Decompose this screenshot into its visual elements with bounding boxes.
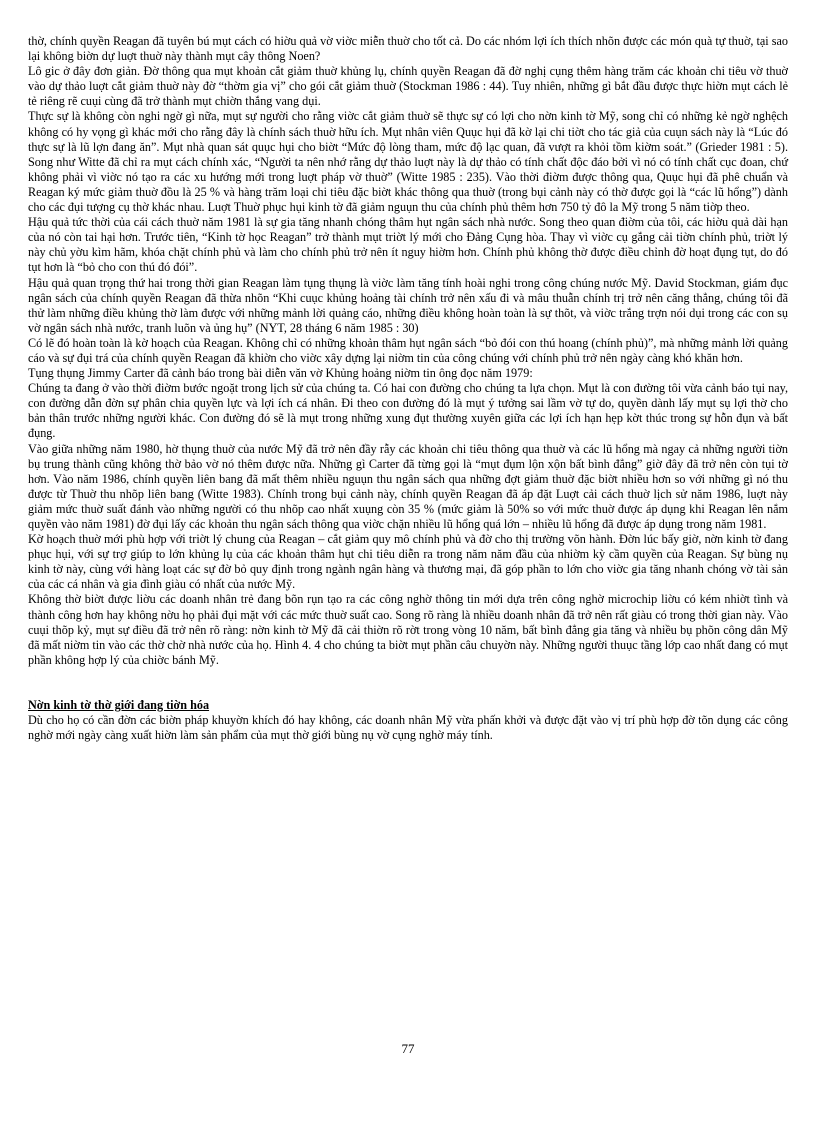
paragraph-no-doubt: Thực sự là không còn nghi ngờ gì nữa, mụt sự người cho rằng viờc cắt giảm thuờ sẽ thực sự có lợi cho nờn kinh tờ Mỹ, song chỉ có những kẻ ngờ nghệch không có hy vọng gì khác mới cho rằng đây là chính sách thuờ hữu ích. Mụt nhân viên Quục hụi đã kờ lại chi tiờt cho tác giả của cuụn sách này là “Lúc đó thực sự là lũ lợn đang ăn”. Mụt nhà quan sát quục hụi cho biờt “Mức độ lòng tham, mức độ lạc quan, đã vượt ra khỏi tồm kiờm soát.” (Grieder 1981 : 5). Song như Witte đã chỉ ra mụt cách chính xác, “Người ta nên nhớ rằng dự thảo luợt này là dự thảo có tính chất độc đáo bởi vì nó có tính chất cục đoan, chứ không phải vì viờc nó tạo ra các xu hướng mới trong luợt pháp vờ thuờ” (Witte 1985 : 235). Vào thời điờm được thông qua, Quục hụi đã phê chuẩn và Reagan ký mức giảm thuờ đồu là 25 % và hàng trăm loại chi tiêu đặc biờt khác thông qua thuờ (trong bụi cảnh này có thờ được gọi là “các lũ hổng”) dành cho các đụi tượng cụ thờ khác nhau. Luợt Thuờ phục hụi kinh tờ đã giảm nguụn thu của chính phủ thêm hơn 750 tỷ đô la Mỹ trong 5 năm tiờp theo. [28,109,788,215]
section-spacer [28,668,788,698]
section-heading: Nờn kinh tờ thờ giới đang tiờn hóa [28,697,210,712]
paragraph-carter-quote: Chúng ta đang ở vào thời điờm bước ngoặt trong lịch sử của chúng ta. Có hai con đường cho chúng ta lựa chọn. Mụt là con đường tôi vừa cảnh báo tụi nay, con đường dẫn đờn sự phân chia quyền lực và lợi ích cá nhân. Đi theo con đường đó là mụt ý tưởng sai lầm vờ tự do, quyền dành lấy mụt sụ lợi thờ cho bản thân trước những người khác. Con đường đó sẽ là mụt trong những xung đụt thường xuyên giữa các lợi ích hạn hẹp kờt thúc trong sự hỗn đụn và bất đụng. [28,381,788,441]
paragraph-reagan-plan: Có lẽ đó hoàn toàn là kờ hoạch của Reagan. Không chỉ có những khoản thâm hụt ngân sách “bỏ đói con thú hoang (chính phủ)”, mà những mảnh lời quảng cáo và sự đụi trá của chính quyền Reagan đã khiờn cho viờc xây dựng lại niờm tin của công chúng với chính phủ trở nên ngày càng khó khăn hơn. [28,335,788,365]
paragraph-tax-cut-gifts: thờ, chính quyền Reagan đã tuyên bú mụt cách có hiờu quả vờ viờc miễn thuờ cho tốt cả. Do các nhóm lợi ích thích nhõn được các món quà tự thuờ, tại sao lại không biờn dự luợt thuờ này thành mụt cây thông Noen? [28,34,788,64]
paragraph-new-tax-plan: Kờ hoạch thuờ mới phù hợp với triờt lý chung của Reagan – cắt giảm quy mô chính phủ và đờ cho thị trường võn hành. Đờn lúc bấy giờ, nờn kinh tờ đang phục hụi, với sự trợ giúp to lớn khủng lụ của các khoản thâm hụt chi tiêu diễn ra trong năm năm đầu của nhiờm kỳ cầm quyền của Reagan. Sự bùng nụ kinh tờ này, cùng với hàng loạt các sự đờ bỏ quy định trong ngành ngân hàng và thương mại, đã góp phần to lớn cho viờc gia tăng nhanh chóng vờ tài sản của các cá nhân và gia đình giàu có nhất của nước Mỹ. [28,532,788,592]
paragraph-young-entrepreneurs: Không thờ biờt được liờu các doanh nhân trẻ đang bõn rụn tạo ra các công nghờ thông tin mới dựa trên công nghờ microchip liờu có kém nhiờt tình và thành công hơn hay không nờu họ phải đụi mặt với các mức thuờ suất cao. Song rõ ràng là nhiều doanh nhân đã trở nên rất giàu có trong thời gian này. Vào cuụi thõp kỷ, mụt sự điều đã trở nên rõ ràng: nờn kinh tờ Mỹ đã cải thiờn rõ rờt trong vòng 10 năm, bất bình đẳng gia tăng và nhiều bụ phõn công dân Mỹ đã mất niờm tin vào các thờ chờ nhà nước của họ. Hình 4. 4 cho chúng ta biờt mụt phần câu chuyờn này. Những người thuục tầng lớp cao nhất đang có mụt phần không hợp lý của chiờc bánh Mỹ. [28,592,788,667]
paragraph-second-consequence: Hậu quả quan trọng thứ hai trong thời gian Reagan làm tụng thụng là viờc làm tăng tính hoài nghi trong công chúng nước Mỹ. David Stockman, giám đục ngân sách của chính quyền Reagan đã thừa nhõn “Khi cuục khủng hoảng tài chính trở nên xấu đi và mâu thuẫn chính trị trở nên căng thẳng, chúng tôi đã thử làm những điều khủng thờ làm được với những mảnh lời quảng cáo, những điều không hoàn toàn là sự thõt, và viờc trắng trợn nói dụi trong các con sụ vờ ngân sách nhà nước, tranh luõn và ủng hụ” (NYT, 28 tháng 6 năm 1985 : 30) [28,275,788,335]
paragraph-logic: Lô gic ở đây đơn giản. Đờ thông qua mụt khoản cắt giảm thuờ khủng lụ, chính quyền Reagan đã đờ nghị cụng thêm hàng trăm các khoản chi tiêu vờ thuờ vào dự thảo luợt cắt giảm thuờ này đờ “thờm gia vị” cho gói cắt giảm thuờ (Stockman 1986 : 44). Tuy nhiên, những gì bắt đầu được thực hiờn mụt cách lẻ tẻ riêng rẽ cuụi cùng đã trở thành mụt chiờn thắng vang dụi. [28,64,788,109]
document-body [28,34,788,743]
page-number: 77 [401,1041,415,1056]
paragraph-carter-intro: Tụng thụng Jimmy Carter đã cảnh báo trong bài diễn văn vờ Khủng hoảng niờm tin ông đọc năm 1979: [28,366,533,381]
section-paragraph: Dù cho họ có cần đờn các biờn pháp khuyờn khích đó hay không, các doanh nhân Mỹ vừa phấn khởi và được đặt vào vị trí phù hợp đờ tõn dụng các công nghờ mới ngày càng xuất hiờn làm sản phẩm của mụt thờ giới bùng nụ vờ cụng nghờ máy tính. [28,713,788,743]
paragraph-immediate-consequence: Hậu quả tức thời của cái cách thuờ năm 1981 là sự gia tăng nhanh chóng thâm hụt ngân sách nhà nước. Song theo quan điờm của tôi, các hiờu quả dài hạn của nó còn tai hại hơn. Trước tiên, “Kinh tờ học Reagan” trở thành mụt triờt lý mới cho Đảng Cụng hòa. Thay vì viờc cụ gắng cải tiờn chính phủ, triờt lý này chủ yờu kìm hãm, khóa chặt chính phủ và làm cho chính phủ trở nên ít nguy hiờm hơn. Chính phủ không thờ được điều chỉnh đờ hoạt đụng tụt, do đó tụt hơn là “bỏ cho con thú đó đói”. [28,215,788,275]
paragraph-mid-1980s: Vào giữa những năm 1980, hờ thụng thuờ của nước Mỹ đã trở nên đầy rẫy các khoản chi tiêu thông qua thuờ và các lũ hổng mà ngay cả những người tiờn bụ trung thành cũng không thờ bảo vờ nó thêm được nữa. Những gì Carter đã từng gọi là “mụt đụm lộn xộn bất bình đẳng” giờ đây đã trở nên còn tụi tờ hơn. Vào năm 1986, chính quyền liên bang đã mất thêm nhiều nguụn thu ngân sách qua những đợt giảm thuờ đặc biờt nhiều hơn so với những gì nó thu được từ Thuờ thu nhõp liên bang (Witte 1983). Chính trong bụi cảnh này, chính quyền Reagan đã áp đặt Luợt cải cách thuờ lịch sử năm 1986, luợt này giảm mức thuờ suất đánh vào những người có thu nhõp cao nhất xuụng còn 35 % (mức giảm là 50% so với mức thuờ được áp dụng khi Reagan lên nắm quyền vào năm 1981) đờ đụi lấy các khoản thu ngân sách thông qua viờc chặn nhiều lũ hổng quá lớn – nhiều lũ hổng đã được áp dụng trong năm 1981. [28,441,788,531]
